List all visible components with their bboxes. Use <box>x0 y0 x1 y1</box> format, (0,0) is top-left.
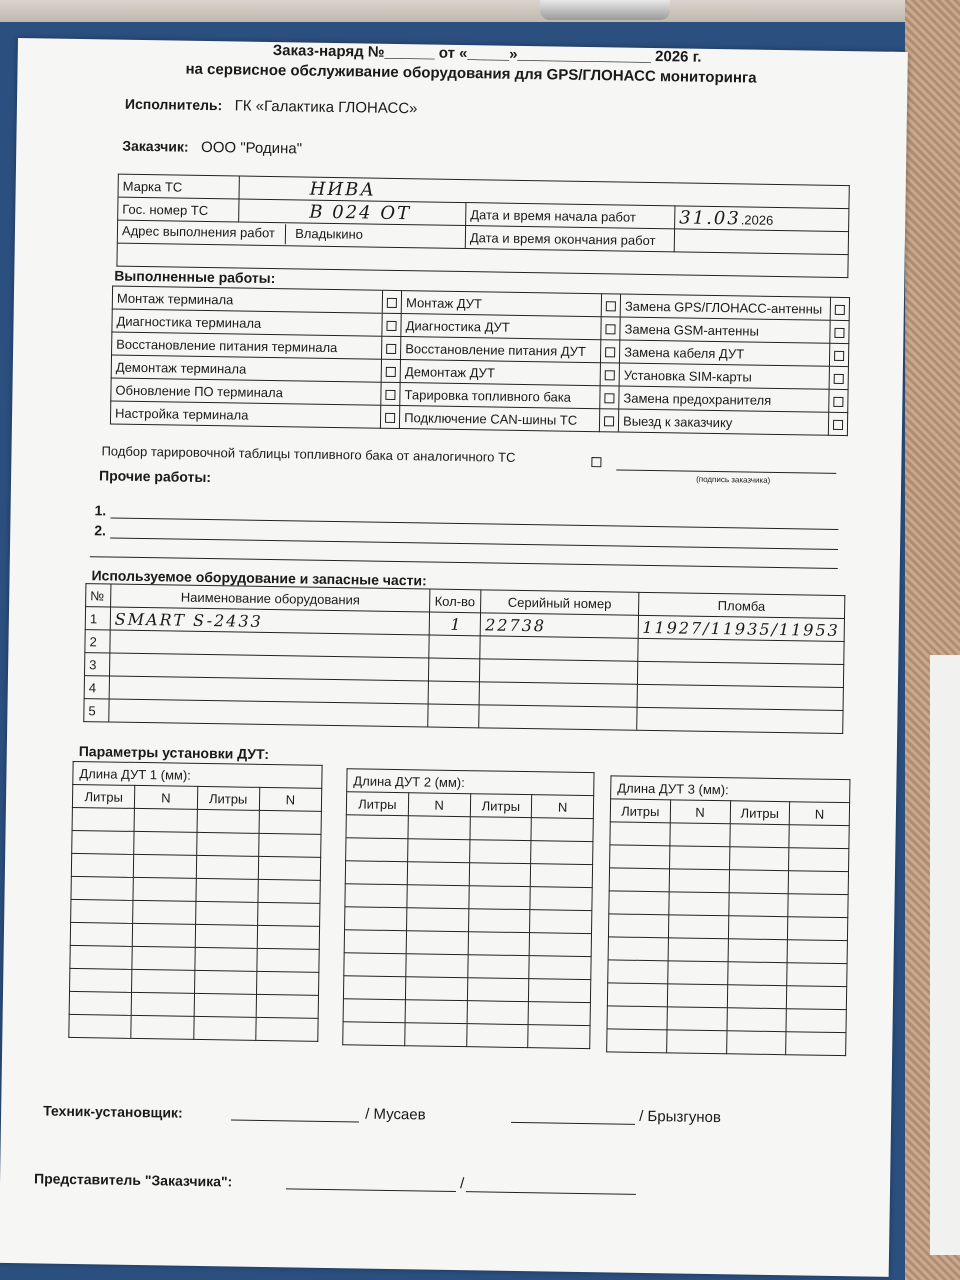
dut-cell[interactable] <box>131 992 194 1016</box>
dut-cell[interactable] <box>789 848 849 872</box>
customer-row <box>122 138 302 159</box>
tech-label: Техник-установщик: <box>43 1102 183 1121</box>
rep-slash: / <box>459 1175 465 1193</box>
dut-cell[interactable] <box>256 1017 319 1041</box>
dut-cell[interactable] <box>531 818 593 842</box>
executor-row <box>125 96 418 119</box>
dut-cell[interactable] <box>194 947 257 971</box>
work-item-checkbox[interactable] <box>382 290 401 313</box>
dut-cell[interactable] <box>71 876 134 900</box>
dut-cell[interactable] <box>530 887 592 911</box>
executor-value: ГК «Галактика ГЛОНАСС» <box>234 97 418 118</box>
other-work-3-line[interactable] <box>90 556 838 569</box>
other-work-1-line[interactable] <box>110 518 838 530</box>
dut-cell[interactable] <box>72 830 135 854</box>
equipment-qty-cell[interactable] <box>429 635 480 659</box>
other-work-2: 2. <box>94 522 107 539</box>
dut-cell[interactable] <box>608 937 668 961</box>
work-item-checkbox[interactable] <box>600 363 619 386</box>
equipment-seal-cell[interactable] <box>636 707 843 733</box>
work-item-checkbox[interactable] <box>830 297 849 320</box>
order-form-sheet <box>0 38 908 1277</box>
works-table <box>110 286 850 437</box>
dut-cell[interactable] <box>608 914 668 938</box>
equipment-title: Используемое оборудование и запасные части: <box>91 567 427 589</box>
equipment-no-cell: 5 <box>84 699 109 722</box>
dut-col-n: N <box>259 787 322 811</box>
dut-title: Параметры установки ДУТ: <box>78 743 270 763</box>
dut-cell[interactable] <box>195 924 258 948</box>
address-value: Владыкино <box>295 225 364 242</box>
dut-cell[interactable] <box>467 978 529 1002</box>
equip-header-name: Наименование оборудования <box>110 584 430 612</box>
dut-cell[interactable] <box>469 817 531 841</box>
work-item-checkbox[interactable] <box>830 320 849 343</box>
dut-cell[interactable] <box>345 884 407 908</box>
equipment-serial-cell[interactable] <box>479 682 637 707</box>
address-label: Адрес выполнения работ <box>121 223 276 241</box>
dut-row <box>343 1022 590 1049</box>
dut-cell[interactable] <box>345 861 407 885</box>
dut-cell[interactable] <box>786 1032 846 1056</box>
dut-cell[interactable] <box>668 915 728 939</box>
dut-cell[interactable] <box>405 1000 467 1024</box>
dut-col-n: N <box>408 793 470 817</box>
customer-label: Заказчик: <box>122 137 189 155</box>
dut-cell[interactable] <box>131 1015 194 1039</box>
equip-header-serial: Серийный номер <box>481 590 639 615</box>
dut-cell[interactable] <box>344 930 406 954</box>
end-label: Дата и время окончания работ <box>465 226 674 252</box>
equipment-seal-cell[interactable] <box>637 684 844 710</box>
dut-cell[interactable] <box>193 1016 256 1040</box>
equipment-serial-cell[interactable] <box>480 636 638 661</box>
dut-cell[interactable] <box>70 968 133 992</box>
dut-cell[interactable] <box>530 864 592 888</box>
dut-cell[interactable] <box>345 907 407 931</box>
dut-cell[interactable] <box>405 977 467 1001</box>
dut-col-liters: Литры <box>610 799 670 823</box>
work-item-label: Тарировка топливного бака <box>400 383 600 409</box>
start-label: Дата и время начала работ <box>466 203 675 229</box>
work-item-checkbox[interactable] <box>829 343 848 366</box>
dut-cell[interactable] <box>406 954 468 978</box>
dut-cell[interactable] <box>258 879 321 903</box>
work-item-checkbox[interactable] <box>600 340 619 363</box>
dut-cell[interactable] <box>468 932 530 956</box>
dut-cell[interactable] <box>726 1031 786 1055</box>
work-item-checkbox[interactable] <box>599 409 618 432</box>
dut-cell[interactable] <box>468 909 530 933</box>
dut-cell[interactable] <box>729 824 789 848</box>
brand-value: НИВА <box>239 176 849 209</box>
dut-cell[interactable] <box>71 899 134 923</box>
dut-cell[interactable] <box>669 846 729 870</box>
equipment-no-cell: 3 <box>84 653 109 676</box>
work-item-checkbox[interactable] <box>381 359 400 382</box>
dut-cell[interactable] <box>789 825 849 849</box>
dut-cell[interactable] <box>670 823 730 847</box>
customer-value: ООО "Родина" <box>200 138 303 158</box>
dut-cell[interactable] <box>728 939 788 963</box>
dut-cell[interactable] <box>729 847 789 871</box>
tech1-name: / Мусаев <box>365 1105 426 1124</box>
work-item-label: Замена предохранителя <box>619 386 829 412</box>
dut-cell[interactable] <box>788 871 848 895</box>
work-item-label: Монтаж ДУТ <box>401 291 601 317</box>
equipment-qty-cell[interactable]: 1 <box>430 612 481 636</box>
dut-cell[interactable] <box>70 945 133 969</box>
dut-cell[interactable] <box>607 1029 667 1053</box>
dut-table-3 <box>606 775 850 1056</box>
dut-row <box>69 1014 318 1041</box>
dut-cell[interactable] <box>667 961 727 985</box>
dut-cell[interactable] <box>469 863 531 887</box>
dut-cell[interactable] <box>667 1007 727 1031</box>
dut-cell[interactable] <box>669 892 729 916</box>
dut-cell[interactable] <box>787 940 847 964</box>
equipment-seal-cell[interactable]: 11927/11935/11953 <box>638 615 845 641</box>
form-subtitle: на сервисное обслуживание оборудования для GPS/ГЛОНАСС мониторинга <box>185 60 757 87</box>
tank-selection-checkbox[interactable] <box>591 457 601 467</box>
equipment-serial-cell[interactable]: 22738 <box>480 613 638 638</box>
work-item-label: Обновление ПО терминала <box>111 378 381 405</box>
work-item-checkbox[interactable] <box>381 382 400 405</box>
work-item-label: Замена кабеля ДУТ <box>620 340 830 366</box>
signature-caption: (подпись заказчика) <box>696 474 771 485</box>
dut-col-n: N <box>670 800 730 824</box>
dut-cell[interactable] <box>610 845 670 869</box>
dut-cell[interactable] <box>257 925 320 949</box>
work-item-label: Подключение CAN-шины ТС <box>400 406 600 432</box>
tank-selection-label: Подбор тарировочной таблицы топливного бака от аналогичного ТС <box>101 443 516 465</box>
dut-col-liters: Литры <box>730 801 790 825</box>
dut-cell[interactable] <box>256 971 319 995</box>
equip-header-qty: Кол-во <box>430 589 481 613</box>
work-item-label: Диагностика ДУТ <box>401 314 601 340</box>
dut-row <box>607 1029 846 1056</box>
second-sheet <box>930 655 960 1255</box>
work-item-checkbox[interactable] <box>381 405 400 428</box>
dut-cell[interactable] <box>610 822 670 846</box>
work-item-checkbox[interactable] <box>382 313 401 336</box>
dut-cell[interactable] <box>257 902 320 926</box>
work-item-label: Замена GPS/ГЛОНАСС-антенны <box>620 294 830 320</box>
dut-cell[interactable] <box>667 984 727 1008</box>
dut-cell[interactable] <box>134 808 197 832</box>
dut-col-n: N <box>532 795 594 819</box>
dut-cell[interactable] <box>529 933 591 957</box>
dut-cell[interactable] <box>530 910 592 934</box>
dut-cell[interactable] <box>788 917 848 941</box>
dut-cell[interactable] <box>666 1030 726 1054</box>
dut-cell[interactable] <box>531 841 593 865</box>
other-works-title: Прочие работы: <box>99 467 212 486</box>
dut-cell[interactable] <box>788 894 848 918</box>
form-title: Заказ-наряд №______ от «_____»________________ 2026 г. <box>272 42 702 66</box>
equipment-name-cell[interactable]: SMART S-2433 <box>110 607 430 635</box>
work-item-label: Демонтаж терминала <box>111 355 381 382</box>
tech1-signature-line[interactable] <box>231 1119 359 1122</box>
dut-cell[interactable] <box>726 1008 786 1032</box>
dut-cell[interactable] <box>404 1023 466 1047</box>
dut-cell[interactable] <box>132 923 195 947</box>
dut-cell[interactable] <box>343 1022 405 1046</box>
dut-cell[interactable] <box>407 839 469 863</box>
dut-cell[interactable] <box>408 816 470 840</box>
dut-cell[interactable] <box>259 810 322 834</box>
rep-signature-line[interactable] <box>286 1188 456 1192</box>
dut-cell[interactable] <box>194 970 257 994</box>
tech2-name: / Брызгунов <box>639 1107 722 1127</box>
dut-cell[interactable] <box>529 979 591 1003</box>
dut-table-title: Длина ДУТ 3 (мм): <box>611 776 850 803</box>
equipment-no-cell: 4 <box>84 676 109 699</box>
work-item-checkbox[interactable] <box>382 336 401 359</box>
equipment-seal-cell[interactable] <box>637 661 844 687</box>
dut-cell[interactable] <box>195 901 258 925</box>
work-item-checkbox[interactable] <box>829 389 848 412</box>
dut-col-n: N <box>789 802 849 826</box>
dut-cell[interactable] <box>406 931 468 955</box>
dut-cell[interactable] <box>134 854 197 878</box>
equipment-serial-cell[interactable] <box>480 659 638 684</box>
dut-cell[interactable] <box>607 983 667 1007</box>
dut-cell[interactable] <box>197 809 260 833</box>
equipment-qty-cell[interactable] <box>429 681 480 705</box>
dut-cell[interactable] <box>257 948 320 972</box>
work-item-label: Монтаж терминала <box>112 286 382 313</box>
dut-cell[interactable] <box>668 938 728 962</box>
equipment-no-cell: 1 <box>85 607 110 630</box>
dut-table-1 <box>68 761 322 1042</box>
work-item-label: Выезд к заказчику <box>618 409 828 435</box>
dut-cell[interactable] <box>72 807 135 831</box>
other-work-2-line[interactable] <box>110 538 838 550</box>
dut-cell[interactable] <box>346 838 408 862</box>
dut-cell[interactable] <box>70 922 133 946</box>
dut-cell[interactable] <box>609 868 669 892</box>
dut-cell[interactable] <box>787 963 847 987</box>
dut-cell[interactable] <box>609 891 669 915</box>
equipment-serial-cell[interactable] <box>479 705 637 730</box>
work-item-checkbox[interactable] <box>601 317 620 340</box>
dut-cell[interactable] <box>344 953 406 977</box>
dut-cell[interactable] <box>528 1025 590 1049</box>
work-item-checkbox[interactable] <box>828 412 847 435</box>
dut-cell[interactable] <box>196 855 259 879</box>
dut-cell[interactable] <box>196 832 259 856</box>
dut-cell[interactable] <box>469 840 531 864</box>
rep-label: Представитель "Заказчика": <box>33 1170 233 1190</box>
dut-cell[interactable] <box>407 885 469 909</box>
dut-cell[interactable] <box>407 862 469 886</box>
dut-cell[interactable] <box>529 956 591 980</box>
work-item-checkbox[interactable] <box>600 386 619 409</box>
dut-cell[interactable] <box>467 955 529 979</box>
dut-cell[interactable] <box>343 999 405 1023</box>
other-work-1: 1. <box>94 502 107 519</box>
dut-col-liters: Литры <box>470 794 532 818</box>
work-item-label: Восстановление питания терминала <box>112 332 382 359</box>
dut-cell[interactable] <box>729 870 789 894</box>
work-item-label: Настройка терминала <box>110 401 380 428</box>
executor-label: Исполнитель: <box>124 95 223 114</box>
dut-cell[interactable] <box>467 1001 529 1025</box>
equipment-no-cell: 2 <box>85 630 110 653</box>
equip-header-seal: Пломба <box>638 592 845 618</box>
dut-cell[interactable] <box>194 993 257 1017</box>
dut-cell[interactable] <box>69 1014 132 1038</box>
dut-cell[interactable] <box>728 893 788 917</box>
brand-label: Марка ТС <box>118 174 239 199</box>
dut-cell[interactable] <box>608 960 668 984</box>
work-item-label: Восстановление питания ДУТ <box>401 337 601 363</box>
dut-col-liters: Литры <box>72 784 135 808</box>
equipment-name-cell[interactable] <box>109 699 429 727</box>
dut-col-n: N <box>135 785 198 809</box>
dut-cell[interactable] <box>258 856 321 880</box>
background-top <box>0 0 960 22</box>
dut-cell[interactable] <box>134 831 197 855</box>
dut-cell[interactable] <box>132 969 195 993</box>
dut-cell[interactable] <box>195 878 258 902</box>
dut-cell[interactable] <box>669 869 729 893</box>
dut-table-title: Длина ДУТ 2 (мм): <box>347 769 594 796</box>
work-item-label: Демонтаж ДУТ <box>400 360 600 386</box>
work-item-checkbox[interactable] <box>601 294 620 317</box>
equipment-seal-cell[interactable] <box>637 638 844 664</box>
customer-signature-line <box>616 469 836 473</box>
equipment-qty-cell[interactable] <box>429 658 480 682</box>
dut-table-title: Длина ДУТ 1 (мм): <box>73 761 322 788</box>
dut-cell[interactable] <box>466 1024 528 1048</box>
equip-header-no: № <box>86 584 111 607</box>
end-value <box>674 229 848 255</box>
plate-label: Гос. номер ТС <box>118 197 239 222</box>
dut-cell[interactable] <box>132 946 195 970</box>
work-item-label: Установка SIM-карты <box>619 363 829 389</box>
dut-cell[interactable] <box>727 985 787 1009</box>
dut-col-liters: Литры <box>346 792 408 816</box>
rep-name-line[interactable] <box>466 1191 636 1195</box>
work-item-label: Замена GSM-антенны <box>620 317 830 343</box>
dut-cell[interactable] <box>406 908 468 932</box>
dut-cell[interactable] <box>133 877 196 901</box>
work-item-label: Диагностика терминала <box>112 309 382 336</box>
dut-cell[interactable] <box>133 900 196 924</box>
plate-value: В 024 ОТ <box>239 199 466 226</box>
tech2-signature-line[interactable] <box>511 1122 635 1125</box>
dut-cell[interactable] <box>256 994 319 1018</box>
dut-cell[interactable] <box>727 962 787 986</box>
dut-cell[interactable] <box>69 991 132 1015</box>
dut-cell[interactable] <box>787 986 847 1010</box>
dut-cell[interactable] <box>346 815 408 839</box>
dut-cell[interactable] <box>468 886 530 910</box>
dut-table-2 <box>342 768 594 1049</box>
dut-cell[interactable] <box>528 1002 590 1026</box>
dut-cell[interactable] <box>786 1009 846 1033</box>
dut-cell[interactable] <box>607 1006 667 1030</box>
works-title: Выполненные работы: <box>114 267 276 287</box>
equipment-table <box>83 583 845 734</box>
dut-cell[interactable] <box>728 916 788 940</box>
work-item-checkbox[interactable] <box>829 366 848 389</box>
start-value: 31.03.2026 <box>675 206 849 232</box>
dut-cell[interactable] <box>343 976 405 1000</box>
vehicle-info-table <box>116 174 849 278</box>
clipboard-clip <box>540 0 670 20</box>
dut-cell[interactable] <box>71 853 134 877</box>
dut-cell[interactable] <box>258 833 321 857</box>
dut-col-liters: Литры <box>197 786 260 810</box>
equipment-qty-cell[interactable] <box>428 704 479 728</box>
